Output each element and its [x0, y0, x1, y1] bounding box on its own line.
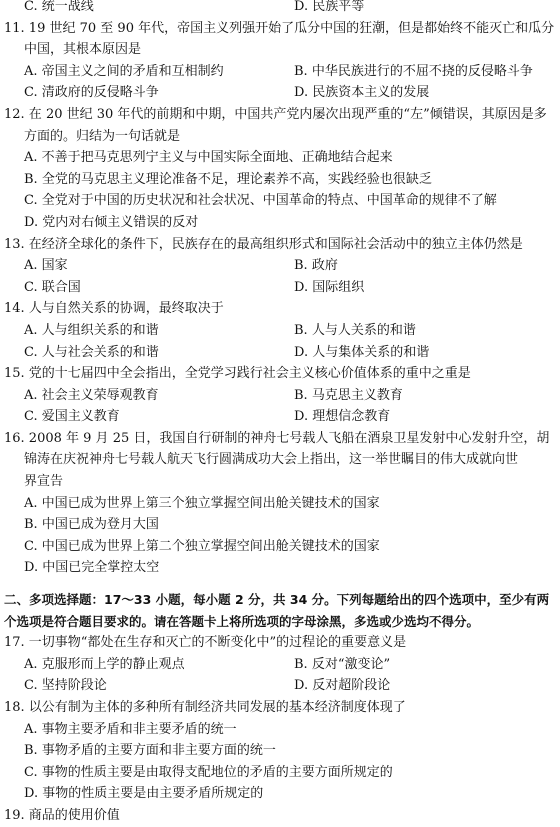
option-b: B. 事物矛盾的主要方面和非主要方面的统一 [24, 743, 276, 759]
question-16 [4, 428, 554, 579]
option-row [4, 61, 554, 83]
question-18 [4, 697, 554, 805]
option-b: B. 反对“激变论” [294, 656, 391, 672]
option-d: D. 人与集体关系的和谐 [294, 344, 430, 360]
option-a: A. 社会主义荣辱观教育 [24, 387, 159, 403]
question-stem: 18. 以公有制为主体的多种所有制经济共同发展的基本经济制度体现了 [4, 700, 406, 715]
option-row [4, 406, 554, 428]
question-11 [4, 18, 554, 104]
option-b: B. 政府 [294, 258, 338, 274]
option-d: D. 民族平等 [294, 0, 365, 14]
option-b: B. 中国已成为登月大国 [24, 517, 159, 533]
option-b: B. 人与人关系的和谐 [294, 322, 416, 338]
option-b: B. 中华民族进行的不屈不挠的反侵略斗争 [294, 63, 533, 79]
option-row [4, 277, 554, 299]
question-stem-cont: 锦涛在庆祝神舟七号载人航天飞行圆满成功大会上指出，这一举世瞩目的伟大成就向世 [24, 452, 519, 468]
option-c: C. 爱国主义教育 [24, 409, 120, 425]
option-d: D. 中国已完全掌控太空 [24, 560, 160, 576]
option-a: A. 国家 [24, 258, 68, 274]
option-d: D. 反对超阶段论 [294, 678, 391, 694]
question-stem: 17. 一切事物“都处在生存和灭亡的不断变化中”的过程论的重要意义是 [4, 635, 407, 651]
option-c: C. 统一战线 [24, 0, 94, 14]
question-stem-cont: 方面的。归结为一句话就是 [24, 128, 181, 144]
option-a: A. 克服形而上学的静止观点 [24, 656, 185, 672]
option-row [4, 385, 554, 407]
option-c: C. 坚持阶段论 [24, 678, 107, 694]
option-d: D. 党内对右倾主义错误的反对 [24, 214, 199, 230]
question-stem: 15. 党的十七届四中全会指出，全党学习践行社会主义核心价值体系的重中之重是 [4, 366, 471, 382]
prev-question-options [4, 0, 554, 18]
question-17 [4, 632, 554, 697]
question-stem: 16. 2008 年 9 月 25 日，我国自行研制的神舟七号载人飞船在酒泉卫星发射中心发射升空，胡 [4, 430, 550, 446]
option-a: A. 帝国主义之间的矛盾和互相制约 [24, 63, 224, 79]
option-d: D. 国际组织 [294, 279, 365, 295]
section-2-heading [4, 589, 554, 632]
option-b: B. 马克思主义教育 [294, 387, 403, 403]
option-a: A. 不善于把马克思列宁主义与中国实际全面地、正确地结合起来 [24, 150, 393, 166]
option-row [4, 320, 554, 342]
question-13 [4, 234, 554, 299]
option-row [4, 82, 554, 104]
option-a: A. 事物主要矛盾和非主要矛盾的统一 [24, 721, 237, 737]
question-stem: 19. 商品的使用价值 [4, 807, 120, 823]
option-d: D. 事物的性质主要是由主要矛盾所规定的 [24, 786, 264, 802]
option-c: C. 清政府的反侵略斗争 [24, 85, 159, 101]
section-title: 二、多项选择题：17～33 小题，每小题 2 分，共 34 分。下列每题给出的四个选项中，至少有两 [4, 592, 550, 608]
option-row [4, 654, 554, 676]
option-b: B. 全党的马克思主义理论准备不足，理论素养不高，实践经验也很缺乏 [24, 171, 432, 187]
option-c: C. 全党对于中国的历史状况和社会状况、中国革命的特点、中国革命的规律不了解 [24, 193, 497, 209]
question-stem-cont: 中国，其根本原因是 [24, 42, 142, 58]
question-12 [4, 104, 554, 234]
option-d: D. 理想信念教育 [294, 409, 391, 425]
question-stem: 12. 在 20 世纪 30 年代的前期和中期，中国共产党内屡次出现严重的“左”倾错误，其原因是多 [4, 106, 547, 122]
question-stem: 11. 19 世纪 70 至 90 年代，帝国主义列强开始了瓜分中国的狂潮，但是都始终不能灭亡和瓜分 [4, 20, 555, 36]
option-a: A. 中国已成为世界上第三个独立掌握空间出舱关键技术的国家 [24, 495, 380, 511]
question-14 [4, 298, 554, 363]
section-instructions: 个选项是符合题目要求的。请在答题卡上将所选项的字母涂黑，多选或少选均不得分。 [4, 613, 480, 629]
option-c: C. 人与社会关系的和谐 [24, 344, 159, 360]
option-c: C. 联合国 [24, 279, 81, 295]
question-stem-cont: 界宣告 [24, 474, 64, 490]
option-row [4, 342, 554, 364]
question-15 [4, 363, 554, 428]
option-c: C. 事物的性质主要是由取得支配地位的矛盾的主要方面所规定的 [24, 764, 393, 780]
option-row [4, 675, 554, 697]
option-a: A. 人与组织关系的和谐 [24, 322, 159, 338]
option-d: D. 民族资本主义的发展 [294, 85, 430, 101]
question-stem: 13. 在经济全球化的条件下，民族存在的最高组织形式和国际社会活动中的独立主体仍然是 [4, 236, 523, 252]
question-19 [4, 805, 554, 827]
option-row [4, 255, 554, 277]
option-c: C. 中国已成为世界上第二个独立掌握空间出舱关键技术的国家 [24, 538, 380, 554]
question-stem: 14. 人与自然关系的协调，最终取决于 [4, 301, 224, 317]
